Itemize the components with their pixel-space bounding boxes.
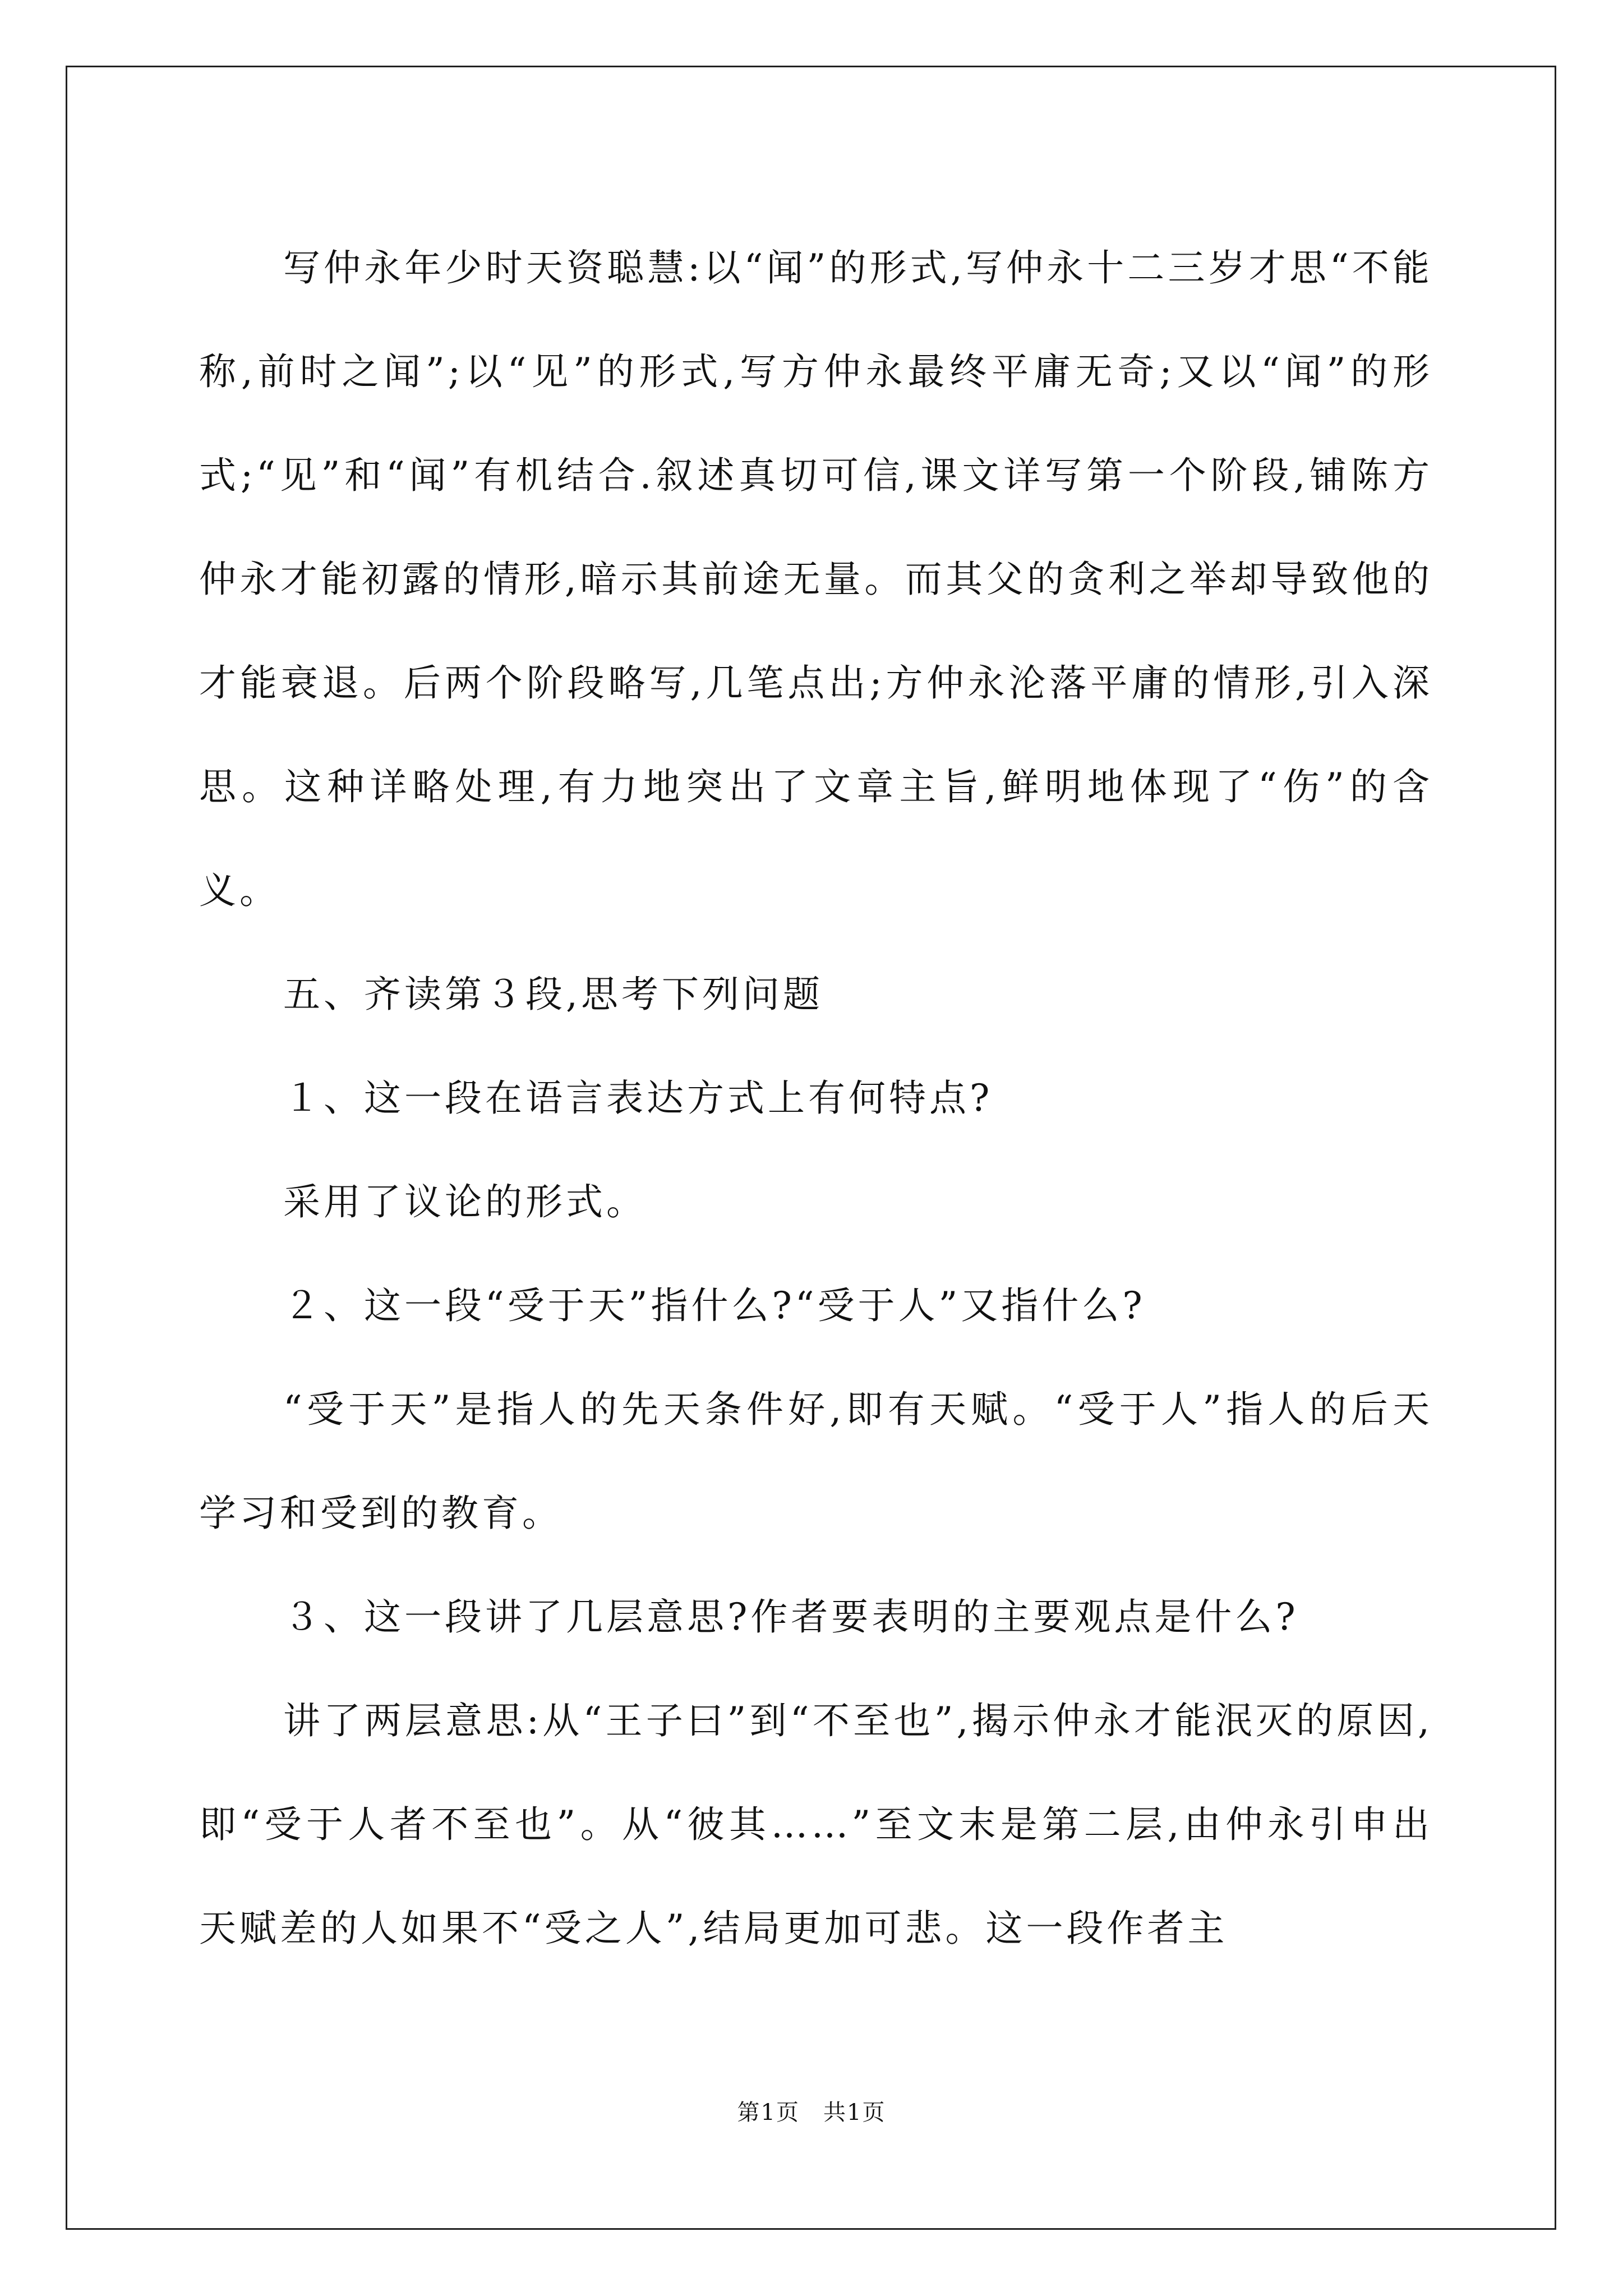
- answer-one: 采用了议论的形式。: [283, 1180, 647, 1223]
- question-one: １、这一段在语言表达方式上有何特点?: [283, 1076, 993, 1120]
- question-two: ２、这一段“受于天”指什么?“受于人”又指什么?: [283, 1284, 1146, 1327]
- page-number: 第1页 共1页: [737, 2100, 886, 2125]
- paragraph-analysis: 写仲永年少时天资聪慧:以“闻”的形式,写仲永十二三岁才思“不能称,前时之闻”;以“见”的形式,写方仲永最终平庸无奇;又以“闻”的形式;“见”和“闻”有机结合.叙述真切可信,课文详写第一个阶段,铺陈方仲永才能初露的情形,暗示其前途无量。而其父的贪利之举却导致他的才能衰退。后两个阶段略写,几笔点出;方仲永沦落平庸的情形,引入深思。这种详略处理,有力地突出了文章主旨,鲜明地体现了“伤”的含义。: [199, 246, 1433, 912]
- answer-two: “受于天”是指人的先天条件好,即有天赋。“受于人”指人的后天学习和受到的教育。: [199, 1388, 1433, 1535]
- question-three: ３、这一段讲了几层意思?作者要表明的主要观点是什么?: [283, 1595, 1299, 1639]
- section-heading-five: 五、齐读第３段,思考下列问题: [283, 973, 823, 1016]
- document-body: [199, 216, 1433, 1980]
- answer-three: 讲了两层意思:从“王子曰”到“不至也”,揭示仲永才能泯灭的原因,即“受于人者不至也”。从“彼其……”至文末是第二层,由仲永引申出天赋差的人如果不“受之人”,结局更加可悲。这一段作者主: [199, 1699, 1433, 1950]
